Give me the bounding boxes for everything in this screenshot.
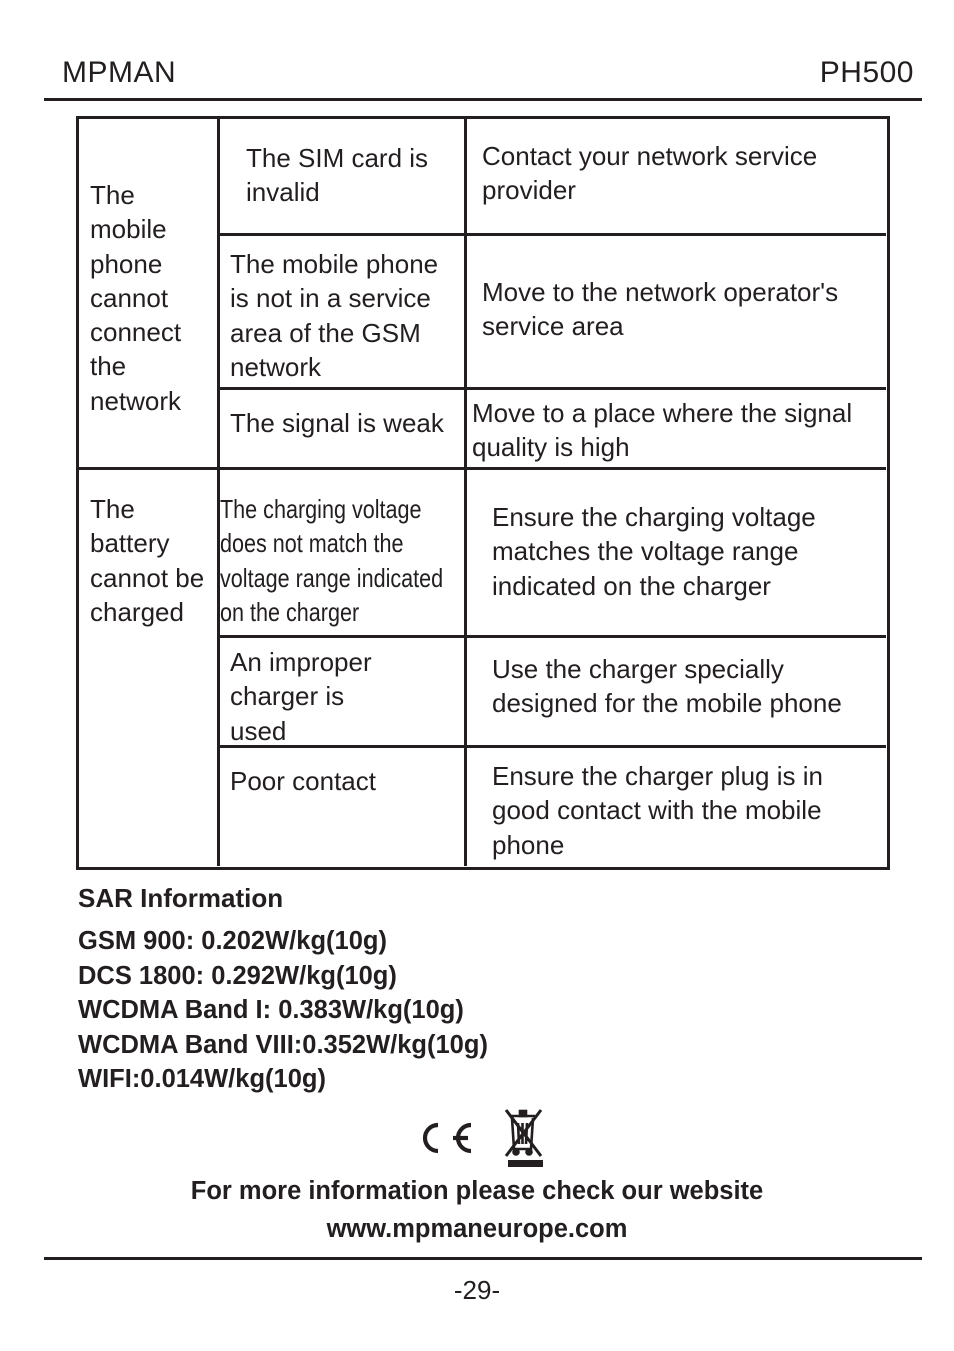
solution-cell: Move to a place where the signal quality is high <box>472 398 853 463</box>
sar-values <box>78 924 488 1097</box>
solution-cell: Contact your network service provider <box>482 141 818 206</box>
info-text: For more information please check our website <box>190 1177 764 1205</box>
cause-cell: Poor contact <box>230 766 376 796</box>
group-divider <box>79 467 886 470</box>
problem-cell: The mobile phone cannot connect the network <box>90 180 182 416</box>
cause-cell: An improper charger is used <box>230 647 372 746</box>
solution-cell: Ensure the charging voltage matches the voltage range indicated on the charger <box>492 502 816 601</box>
footer-divider <box>44 1257 922 1260</box>
cause-cell: The signal is weak <box>230 408 444 438</box>
solution-cell: Use the charger specially designed for the mobile phone <box>492 654 842 719</box>
weee-crossed-bin-icon <box>506 1110 543 1167</box>
website-link[interactable]: www.mpmaneurope.com <box>326 1215 628 1243</box>
solution-cell: Move to the network operator's service area <box>482 277 839 342</box>
problem-cell: The battery cannot be charged <box>90 494 205 627</box>
sar-line: GSM 900: 0.202W/kg(10g) <box>78 927 387 955</box>
sar-title: SAR Information <box>78 883 284 913</box>
certification-marks <box>418 1106 558 1172</box>
troubleshooting-table <box>76 116 890 870</box>
cause-cell: The mobile phone is not in a service area of the GSM network <box>230 249 439 382</box>
sar-line: WCDMA Band VIII:0.352W/kg(10g) <box>78 1030 488 1059</box>
cause-cell: The SIM card is invalid <box>246 143 429 208</box>
row-divider <box>217 635 886 638</box>
header-divider <box>44 98 922 101</box>
page-number: -29- <box>453 1275 501 1305</box>
solution-cell: Ensure the charger plug is in good contact with the mobile phone <box>492 761 823 860</box>
sar-line: WCDMA Band I: 0.383W/kg(10g) <box>78 996 464 1024</box>
row-divider <box>217 233 886 236</box>
column-divider <box>464 119 467 866</box>
brand-name: MPMAN <box>62 56 177 89</box>
cause-cell: The charging voltage does not match the voltage range indicated on the charger <box>220 494 444 627</box>
model-name: PH500 <box>819 56 914 89</box>
sar-line: DCS 1800: 0.292W/kg(10g) <box>78 961 397 990</box>
row-divider <box>217 387 886 390</box>
sar-line: WIFI:0.014W/kg(10g) <box>78 1065 326 1093</box>
ce-mark-icon <box>425 1125 471 1151</box>
